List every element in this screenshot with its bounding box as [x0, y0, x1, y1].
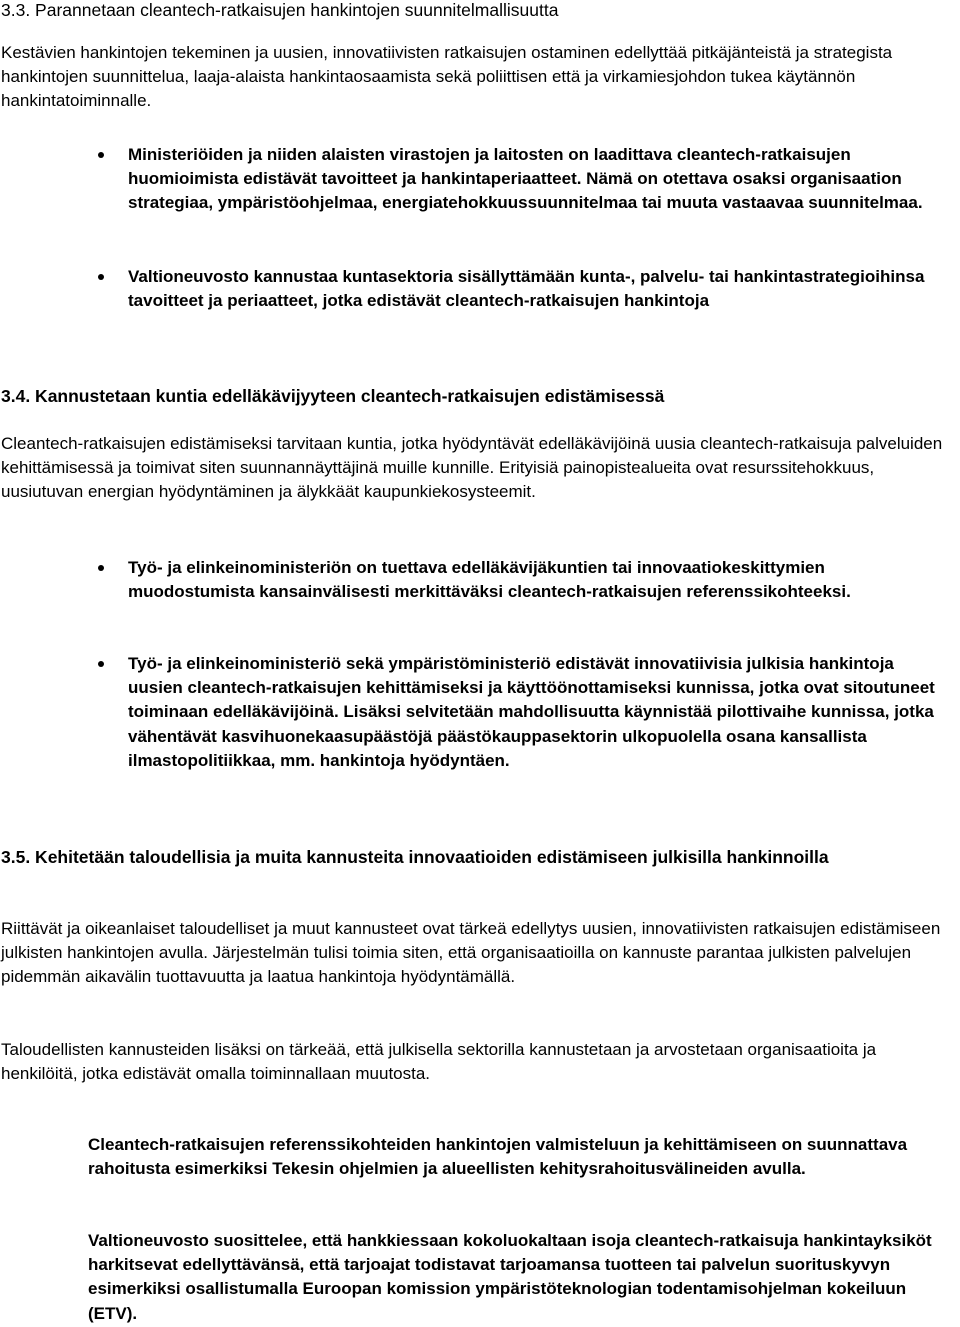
bullet-text: Ministeriöiden ja niiden alaisten virastojen ja laitosten on laadittava cleantech-ratkaisujen huomioimista edistävät tavoitteet ja hankintaperiaatteet. Nämä on otettava osaksi organisaation strategiaa, ympäristöohjelmaa, energiatehokkuussuunnitelmaa tai muuta vastaavaa suunnitelmaa.: [128, 145, 923, 213]
bullet-icon: [98, 152, 104, 158]
bullet-icon: [98, 565, 104, 571]
recommendation-1: Cleantech-ratkaisujen referenssikohteiden hankintojen valmisteluun ja kehittämiseen on suunnattava rahoitusta esimerkiksi Tekesin ohjelmien ja alueellisten kehitysrahoitusvälineiden avulla.: [88, 1135, 908, 1179]
bullet-icon: [98, 661, 104, 667]
bullet-item-3-4-1: [128, 556, 948, 604]
bullet-text: Työ- ja elinkeinoministeriö sekä ympäristöministeriö edistävät innovatiivisia julkisia hankintoja uusien cleantech-ratkaisujen kehittämiseksi ja käyttöönottamiseksi kunnissa, jotka ovat sitoutuneet toiminaan edelläkävijöinä. Lisäksi selvitetään mahdollisuutta käynnistää pilottivaihe kunnissa, jotka vähentävät kasvihuonekaasupäästöjä päästökauppasektorin ulkopuolella osana kansallista ilmastopolitiikkaa, mm. hankintoja hyödyntäen.: [128, 654, 935, 770]
section-intro-3-3: Kestävien hankintojen tekeminen ja uusien, innovatiivisten ratkaisujen ostaminen edellyttää pitkäjänteistä ja strategista hankintojen suunnittelua, laaja-alaista hankintaosaamista sekä poliittisen että ja virkamiesjohdon tukea käytännön hankintatoiminnalle.: [1, 43, 893, 111]
section-heading-3-5: 3.5. Kehitetään taloudellisia ja muita kannusteita innovaatioiden edistämiseen julkisilla hankinnoilla: [1, 847, 829, 867]
section-heading-3-3: 3.3. Parannetaan cleantech-ratkaisujen hankintojen suunnitelmallisuutta: [1, 0, 559, 20]
recommendation-2: Valtioneuvosto suosittelee, että hankkiessaan kokoluokaltaan isoja cleantech-ratkaisuja hankintayksiköt harkitsevat edellyttävänsä, että tarjoajat todistavat tarjoamansa tuotteen tai palvelun suorituskyvyn esimerkiksi osallistumalla Euroopan komission ympäristöteknologian todentamisohjelman kokeiluun (ETV).: [88, 1231, 932, 1323]
section-heading-3-4: 3.4. Kannustetaan kuntia edelläkävijyyteen cleantech-ratkaisujen edistämisessä: [1, 386, 665, 406]
bullet-item-3-3-2: [128, 265, 948, 313]
bullet-icon: [98, 274, 104, 280]
bullet-text: Valtioneuvosto kannustaa kuntasektoria sisällyttämään kunta-, palvelu- tai hankintastrategioihinsa tavoitteet ja periaatteet, jotka edistävät cleantech-ratkaisujen hankintoja: [128, 267, 925, 311]
bullet-text: Työ- ja elinkeinoministeriön on tuettava edelläkävijäkuntien tai innovaatiokeskittymien muodostumista kansainvälisesti merkittäväksi cleantech-ratkaisujen referenssikohteeksi.: [128, 558, 851, 602]
bullet-item-3-3-1: [128, 143, 948, 216]
section-intro-3-4: Cleantech-ratkaisujen edistämiseksi tarvitaan kuntia, jotka hyödyntävät edelläkävijöinä uusia cleantech-ratkaisuja palveluiden kehittämisessä ja toimivat siten suunnannäyttäjinä muille kunnille. Erityisiä painopistealueita ovat resurssitehokkuus, uusiutuvan energian hyödyntäminen ja älykkäät kaupunkiekosysteemit.: [1, 434, 943, 502]
section-paragraph-3-5-2: Taloudellisten kannusteiden lisäksi on tärkeää, että julkisella sektorilla kannustetaan ja arvostetaan organisaatioita ja henkilöitä, jotka edistävät omalla toiminnallaan muutosta.: [1, 1040, 877, 1084]
section-paragraph-3-5-1: Riittävät ja oikeanlaiset taloudelliset ja muut kannusteet ovat tärkeä edellytys uusien, innovatiivisten ratkaisujen edistämiseen julkisten hankintojen avulla. Järjestelmän tulisi toimia siten, että organisaatioilla on kannuste parantaa julkisten palvelujen pidemmän aikavälin tuottavuutta ja laatua hankintoja hyödyntämällä.: [1, 919, 941, 987]
bullet-item-3-4-2: [128, 652, 948, 773]
